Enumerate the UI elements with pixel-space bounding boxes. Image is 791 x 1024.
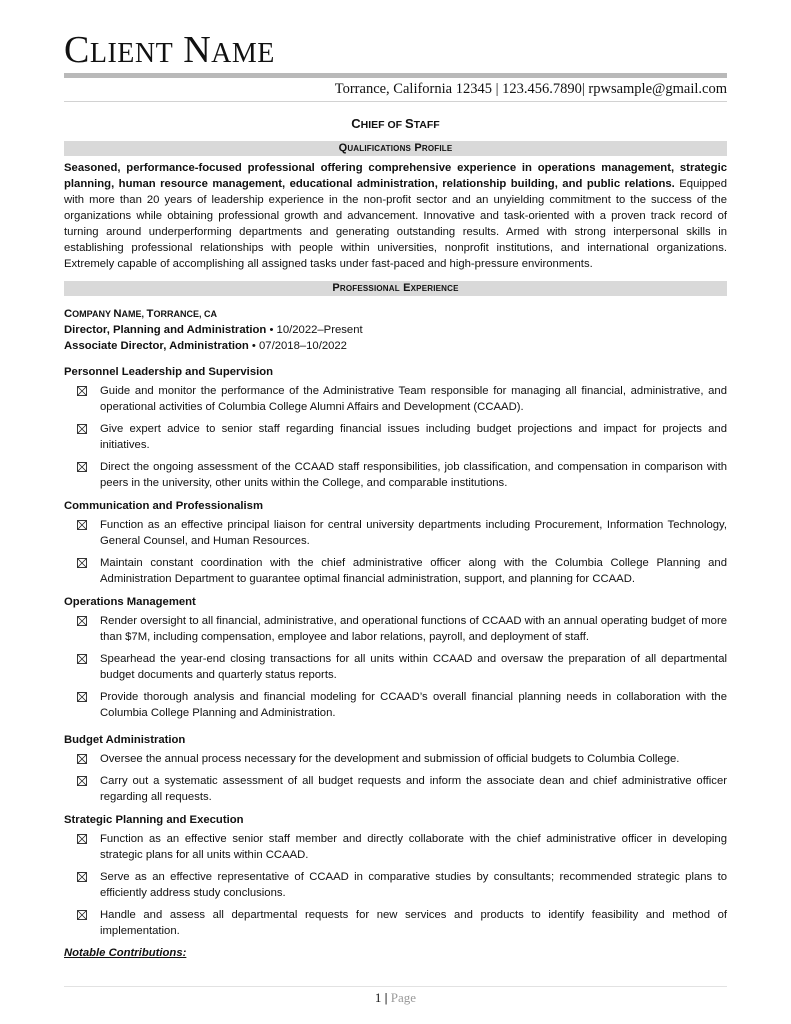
bullet-item <box>64 869 727 901</box>
checkbox-bullet-icon <box>77 872 87 882</box>
bullet-text: Give expert advice to senior staff regarding financial issues including budget projections and impact for projects and initiatives. <box>100 423 727 451</box>
bullet-item <box>64 517 727 549</box>
bullet-list <box>64 383 727 491</box>
checkbox-bullet-icon <box>77 910 87 920</box>
bullet-text: Oversee the annual process necessary for the development and submission of official budgets to Columbia College. <box>100 753 680 765</box>
role-dates: • 07/2018–10/2022 <box>248 340 347 352</box>
contact-line: Torrance, California 12345 | 123.456.7890| rpwsample@gmail.com <box>334 81 727 97</box>
contact-divider <box>64 101 727 102</box>
page-footer <box>0 990 791 1006</box>
bullet-item <box>64 907 727 939</box>
bullet-item <box>64 751 727 767</box>
bullet-text: Carry out a systematic assessment of all budget requests and inform the associate dean and chief administrative officer regarding all requests. <box>100 775 727 803</box>
bullet-text: Handle and assess all departmental requests for new services and products to identify feasibility and method of implementation. <box>100 909 727 937</box>
profile-body: Equipped with more than 20 years of leadership experience in the non-profit sector and an unyielding commitment to the success of the organizations while obtaining professional growth and advancement. Innovative and task-oriented with a proven track record of turning around underperforming departments and generating outstanding results. Armed with strong interpersonal skills in establishing professional relationships with people within universities, nonprofit institutions, and international organizations. Extremely capable of accomplishing all assigned tasks under fast-paced and high-pressure environments. <box>64 178 727 270</box>
checkbox-bullet-icon <box>77 520 87 530</box>
footer-separator: | <box>384 990 388 1005</box>
checkbox-bullet-icon <box>77 386 87 396</box>
role-line <box>64 322 727 338</box>
bullet-item <box>64 689 727 721</box>
section-label: Qualifications Profile <box>338 142 453 154</box>
checkbox-bullet-icon <box>77 834 87 844</box>
section-header-experience <box>64 281 727 296</box>
bullet-text: Function as an effective senior staff member and directly collaborate with the chief administrative officer in developing strategic plans for all units within CCAAD. <box>100 833 727 861</box>
bullet-list <box>64 517 727 587</box>
checkbox-bullet-icon <box>77 558 87 568</box>
role-title: Director, Planning and Administration <box>64 324 267 336</box>
role-dates: • 10/2022–Present <box>266 324 363 336</box>
checkbox-bullet-icon <box>77 754 87 764</box>
bullet-text: Serve as an effective representative of CCAAD in comparative studies by consultants; recommended strategic plans to efficiently address study conclusions. <box>100 871 727 899</box>
bullet-item <box>64 459 727 491</box>
company-part: T <box>146 308 154 320</box>
checkbox-bullet-icon <box>77 692 87 702</box>
bullet-item <box>64 651 727 683</box>
notable-contributions-heading: Notable Contributions: <box>64 947 187 959</box>
checkbox-bullet-icon <box>77 424 87 434</box>
bullet-list <box>64 613 727 721</box>
checkbox-bullet-icon <box>77 616 87 626</box>
bullet-item <box>64 421 727 453</box>
checkbox-bullet-icon <box>77 462 87 472</box>
bullet-text: Direct the ongoing assessment of the CCAAD staff responsibilities, job classification, and compensation in comparison with peers in the university, other units within the College, and comparable institutions. <box>100 461 727 489</box>
subsection-heading: Communication and Professionalism <box>64 500 263 512</box>
subsection-heading: Strategic Planning and Execution <box>64 814 244 826</box>
job-title <box>64 116 727 133</box>
title-part: HIEF OF <box>360 119 405 131</box>
subsection-heading: Budget Administration <box>64 734 186 746</box>
client-name <box>64 30 727 74</box>
title-part: C <box>351 116 361 131</box>
profile-lead: Seasoned, performance-focused professional offering comprehensive experience in operations management, strategic planning, human resource management, educational administration, relationship building, and public relations. <box>64 162 727 190</box>
role-line <box>64 338 727 354</box>
page-label: Page <box>390 990 417 1005</box>
bullet-text: Render oversight to all financial, administrative, and operational functions of CCAAD with an annual operating budget of more than $7M, including compensation, employee and labor relations, payroll, and deployment of staff. <box>100 615 727 643</box>
resume-page <box>64 30 727 961</box>
name-rest: AME <box>211 38 275 69</box>
company-part: C <box>64 308 73 320</box>
bullet-text: Provide thorough analysis and financial modeling for CCAAD’s overall financial planning needs in collaboration with the Columbia College Planning and Administration. <box>100 691 727 719</box>
subsection-heading: Personnel Leadership and Supervision <box>64 366 274 378</box>
bullet-item <box>64 555 727 587</box>
footer-divider <box>64 986 727 987</box>
page-number: 1 <box>374 990 382 1005</box>
company-part: OMPANY <box>72 309 114 319</box>
name-initial: N <box>183 29 212 71</box>
bullet-item <box>64 383 727 415</box>
bullet-item <box>64 831 727 863</box>
bullet-list <box>64 831 727 939</box>
qualifications-profile <box>64 160 727 272</box>
title-part: TAFF <box>413 119 440 131</box>
checkbox-bullet-icon <box>77 654 87 664</box>
bullet-text: Spearhead the year-end closing transactions for all units within CCAAD and oversaw the preparation of all departmental budget documents and quarterly status reports. <box>100 653 727 681</box>
bullet-item <box>64 613 727 645</box>
checkbox-bullet-icon <box>77 776 87 786</box>
bullet-list <box>64 751 727 805</box>
company-line <box>64 306 727 322</box>
company-part: AME, <box>121 309 147 319</box>
name-initial: C <box>64 29 90 71</box>
section-label: Professional Experience <box>332 282 459 294</box>
company-part: N <box>113 308 122 320</box>
bullet-text: Function as an effective principal liaison for central university departments including Procurement, Information Technology, General Counsel, and Human Resources. <box>100 519 727 547</box>
subsection-heading: Operations Management <box>64 596 196 608</box>
bullet-text: Guide and monitor the performance of the Administrative Team responsible for managing all financial, administrative, and operational activities of Columbia College Alumni Affairs and Development (CCAAD). <box>100 385 727 413</box>
section-header-qualifications <box>64 141 727 156</box>
bullet-item <box>64 773 727 805</box>
title-part: S <box>405 116 414 131</box>
name-rest: LIENT <box>89 38 174 69</box>
role-title: Associate Director, Administration <box>64 340 249 352</box>
company-part: ORRANCE, CA <box>153 309 217 319</box>
bullet-text: Maintain constant coordination with the chief administrative officer along with the Columbia College Planning and Administration Department to guarantee optimal financial administration, support, and planning for CCAAD. <box>100 557 727 585</box>
